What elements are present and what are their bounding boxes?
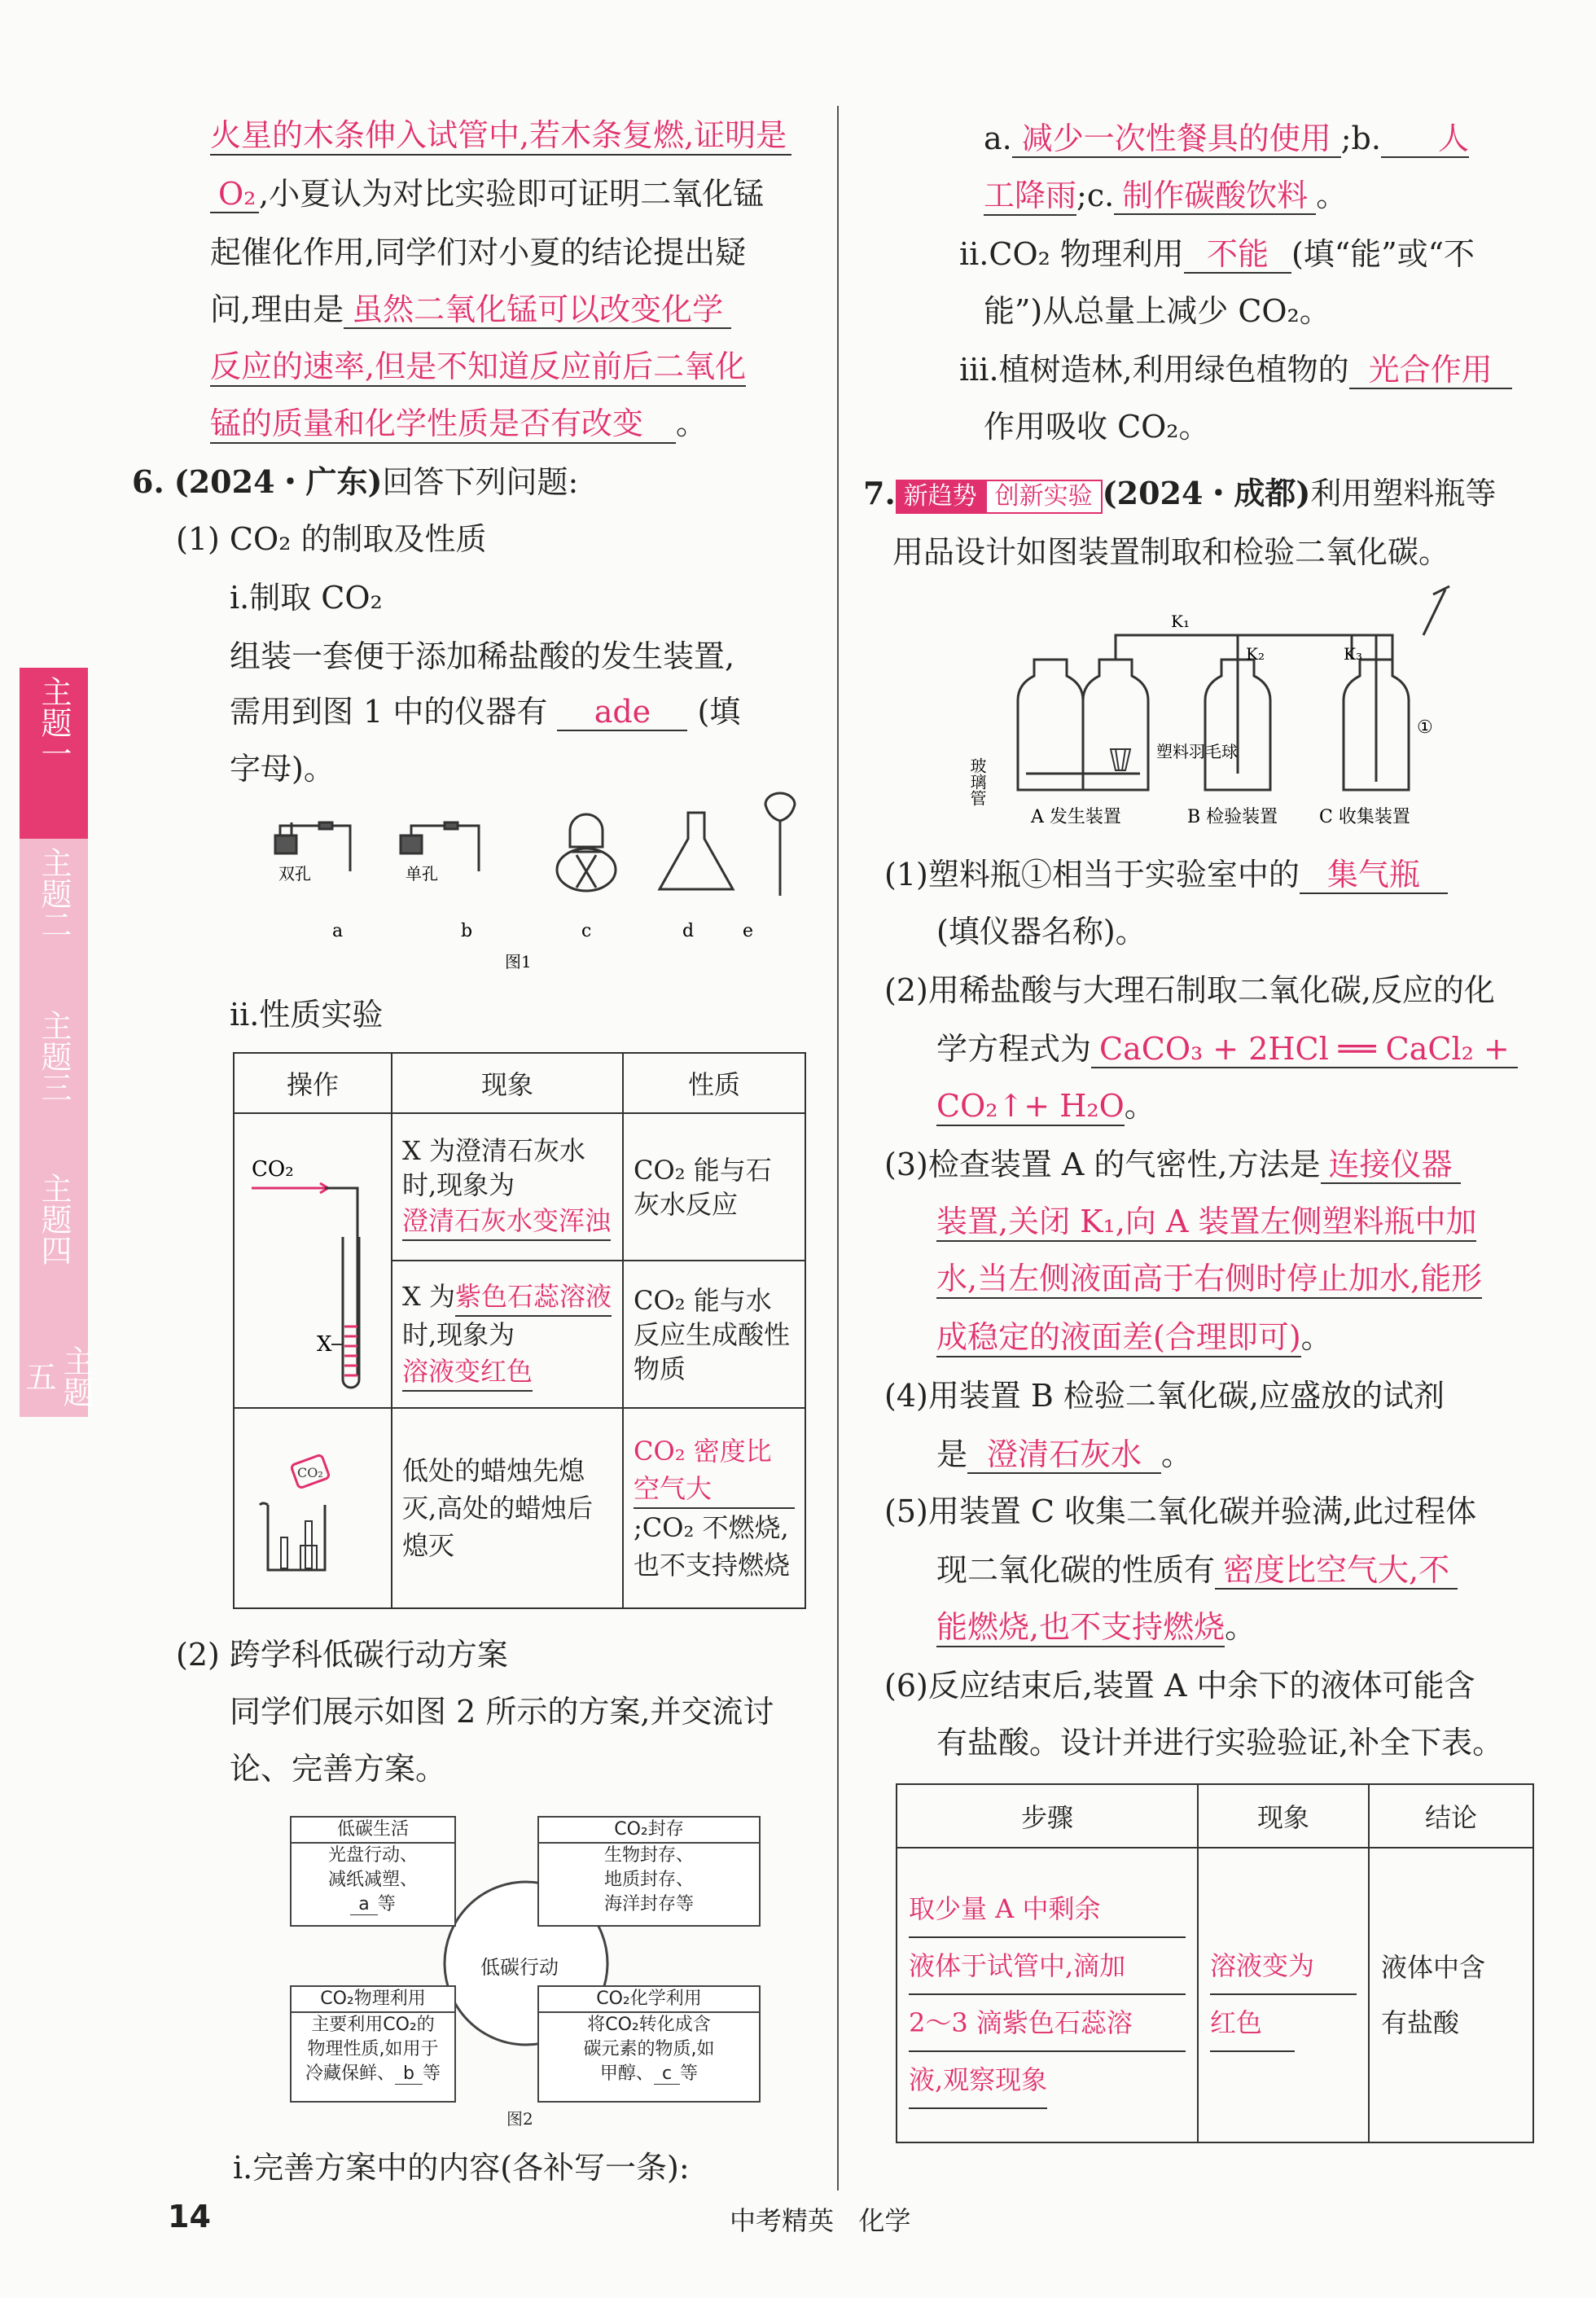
label-double-hole: 双孔 <box>278 864 311 884</box>
q7-part1-line2: (填仪器名称)。 <box>936 914 1147 949</box>
q7-part6-line2: 有盐酸。设计并进行实验验证,补全下表。 <box>936 1725 1504 1761</box>
table-header-property: 性质 <box>623 1053 805 1113</box>
single-hole-stopper-shape <box>401 835 422 853</box>
q5-line-3: 起催化作用,同学们对小夏的结论提出疑 <box>210 235 747 270</box>
tag-innovative-experiment: 创新实验 <box>985 480 1103 514</box>
q7-part6-line1: (6)反应结束后,装置 A 中余下的液体可能含 <box>884 1668 1475 1704</box>
test-tube-diagram <box>235 1115 387 1400</box>
q7-part4-line1: (4)用装置 B 检验二氧化碳,应盛放的试剂 <box>884 1378 1445 1414</box>
vt-header-step: 步骤 <box>897 1784 1198 1848</box>
svg-text:塑料羽毛球: 塑料羽毛球 <box>1156 742 1238 761</box>
q6-part2-i: i.完善方案中的内容(各补写一条): <box>233 2150 690 2186</box>
row1-property: CO₂ 能与石灰水反应 <box>623 1113 805 1261</box>
property-table <box>233 1052 806 1609</box>
sidebar-topic-4[interactable]: 主题四 <box>20 1164 88 1327</box>
q7-part5-line2: 现二氧化碳的性质有 密度比空气大,不 <box>936 1549 1458 1591</box>
sidebar-topic-1[interactable]: 主题一 <box>20 668 88 839</box>
q5-line-2: O₂,小夏认为对比实验即可证明二氧化锰 <box>210 173 764 215</box>
q7-part3-line3: 水,当左侧液面高于右侧时停止加水,能形 <box>936 1257 1482 1300</box>
fig1-label-c: c <box>581 921 592 941</box>
table-header-operation: 操作 <box>234 1053 392 1113</box>
q6-iii-line1: iii.植树造林,利用绿色植物的 光合作用 <box>959 349 1512 391</box>
page-number: 14 <box>168 2199 211 2234</box>
label-single-hole: 单孔 <box>406 864 438 884</box>
vt-conclusion-cell: 液体中含 有盐酸 <box>1369 1848 1533 2142</box>
q5-line-6: 锰的质量和化学性质是否有改变 。 <box>210 402 707 445</box>
tag-new-trend: 新趋势 <box>896 480 985 514</box>
q6-part1-title: (1) CO₂ 的制取及性质 <box>176 521 487 557</box>
fig1-label-b: b <box>461 921 473 941</box>
q6-part1-ii: ii.性质实验 <box>230 997 384 1033</box>
q6-stem: 6. (2024・广东)回答下列问题: <box>132 463 579 500</box>
svg-text:CO₂: CO₂ <box>252 1157 294 1182</box>
sidebar-topic-2[interactable]: 主题二 <box>20 839 88 1002</box>
box-co2-physical-use: CO₂物理利用 主要利用CO₂的 物理性质,如用于 冷藏保鲜、 b 等 <box>290 1985 456 2103</box>
double-hole-stopper-shape <box>275 835 296 853</box>
q6-part1-i-line1: 组装一套便于添加稀盐酸的发生装置, <box>230 638 735 674</box>
box-co2-chemical-use: CO₂化学利用 将CO₂转化成含 碳元素的物质,如 甲醇、 c 等 <box>537 1985 761 2103</box>
column-divider <box>837 106 839 2191</box>
row2-phenomenon: X 为紫色石蕊溶液时,现象为溶液变红色 <box>392 1261 623 1408</box>
label-tester: B 检验装置 <box>1187 807 1278 827</box>
vt-step-cell: 取少量 A 中剩余 液体于试管中,滴加 2～3 滴紫色石蕊溶 液,观察现象 <box>897 1848 1198 2142</box>
figure-2-center-label: 低碳行动 <box>480 1956 559 1979</box>
q6-ii-line1: ii.CO₂ 物理利用 不能 (填“能”或“不 <box>959 236 1475 272</box>
verification-table <box>896 1783 1534 2143</box>
fig2-caption: 图2 <box>506 2109 533 2129</box>
sidebar-topic-5[interactable]: 主题五 <box>20 1327 88 1417</box>
footer-title: 中考精英 化学 <box>730 2205 911 2236</box>
q6-iii-line2: 作用吸收 CO₂。 <box>984 409 1210 445</box>
q7-part4-line2: 是 澄清石灰水 。 <box>936 1436 1193 1472</box>
operation-cell-candles <box>234 1408 392 1608</box>
q7-part1-line1: (1)塑料瓶①相当于实验室中的 集气瓶 <box>884 853 1448 896</box>
fig1-label-d: d <box>682 921 695 941</box>
vt-header-conclusion: 结论 <box>1369 1784 1533 1848</box>
q6-part2-title: (2) 跨学科低碳行动方案 <box>176 1637 508 1673</box>
table-header-phenomenon: 现象 <box>392 1053 623 1113</box>
q5-line-5: 反应的速率,但是不知道反应前后二氧化 <box>210 345 746 388</box>
funnel-bowl <box>765 793 795 821</box>
row2-property: CO₂ 能与水反应生成酸性物质 <box>623 1261 805 1408</box>
q7-part2-line2: 学方程式为 CaCO₃ + 2HCl ══ CaCl₂ + <box>936 1028 1518 1070</box>
q6-part2-line2: 论、完善方案。 <box>230 1751 447 1787</box>
row3-property: CO₂ 密度比空气大;CO₂ 不燃烧,也不支持燃烧 <box>623 1408 805 1608</box>
q7-part3-line4: 成稳定的液面差(合理即可)。 <box>936 1316 1332 1358</box>
q7-apparatus-figure <box>967 586 1547 839</box>
fig1-caption: 图1 <box>505 952 532 971</box>
figure-1-apparatus <box>261 798 798 977</box>
fig1-label-a: a <box>332 921 344 941</box>
q6-part2-line1: 同学们展示如图 2 所示的方案,并交流讨 <box>230 1694 774 1730</box>
q5-answer-line-1: 火星的木条伸入试管中,若木条复燃,证明是 <box>210 114 791 156</box>
q6-part1-i: i.制取 CO₂ <box>230 580 383 616</box>
sidebar-topic-3[interactable]: 主题三 <box>20 1002 88 1164</box>
box-co2-storage: CO₂封存 生物封存、 地质封存、 海洋封存等 <box>537 1816 761 1927</box>
box-low-carbon-life: 低碳生活 光盘行动、 减纸减塑、 a 等 <box>290 1816 456 1927</box>
q7-stem-line1: 7. 新趋势 创新实验 (2024・成都)利用塑料瓶等 <box>863 472 1496 515</box>
svg-text:玻璃管: 玻璃管 <box>967 757 987 806</box>
q7-part3-line2: 装置,关闭 K₁,向 A 装置左侧塑料瓶中加 <box>936 1200 1476 1243</box>
candle-beaker-diagram <box>235 1423 387 1586</box>
q6-part1-i-line2: 需用到图 1 中的仪器有 ade (填 <box>230 694 741 730</box>
svg-text:K₂: K₂ <box>1246 644 1265 664</box>
q7-part2-line3: CO₂↑+ H₂O。 <box>936 1085 1155 1127</box>
q7-part2-line1: (2)用稀盐酸与大理石制取二氧化碳,反应的化 <box>884 972 1495 1008</box>
svg-text:CO₂: CO₂ <box>297 1465 323 1480</box>
q6-ii-line2: 能”)从总量上减少 CO₂。 <box>984 293 1331 329</box>
operation-cell-tube <box>234 1113 392 1408</box>
fig1-label-e: e <box>743 921 754 941</box>
q6-part1-i-line3: 字母)。 <box>230 751 335 787</box>
label-collector: C 收集装置 <box>1319 807 1410 827</box>
conical-flask <box>660 813 733 889</box>
svg-text:X: X <box>317 1332 332 1357</box>
vt-header-phenomenon: 现象 <box>1198 1784 1369 1848</box>
q6-answer-bc-line: 工降雨;c. 制作碳酸饮料 。 <box>984 174 1347 217</box>
bottle-left <box>1018 660 1083 790</box>
q7-part3-line1: (3)检查装置 A 的气密性,方法是 连接仪器 <box>884 1143 1461 1186</box>
q7-part5-line3: 能燃烧,也不支持燃烧。 <box>936 1606 1256 1648</box>
svg-text:K₃: K₃ <box>1344 644 1362 664</box>
q7-part5-line1: (5)用装置 C 收集二氧化碳并验满,此过程体 <box>884 1493 1477 1529</box>
q5-line-4: 问,理由是 虽然二氧化锰可以改变化学 <box>210 288 731 331</box>
q7-stem-line2: 用品设计如图装置制取和检验二氧化碳。 <box>892 534 1450 570</box>
vt-phenomenon-cell: 溶液变为 红色 <box>1198 1848 1369 2142</box>
row3-phenomenon: 低处的蜡烛先熄灭,高处的蜡烛后熄灭 <box>392 1408 623 1608</box>
q6-answer-a-line: a. 减少一次性餐具的使用 ;b. 人 <box>984 121 1469 156</box>
label-generator: A 发生装置 <box>1031 807 1121 827</box>
svg-text:①: ① <box>1417 717 1433 738</box>
row1-phenomenon: X 为澄清石灰水时,现象为澄清石灰水变浑浊 <box>392 1113 623 1261</box>
svg-text:K₁: K₁ <box>1171 612 1190 631</box>
alcohol-lamp-cap <box>570 814 603 847</box>
